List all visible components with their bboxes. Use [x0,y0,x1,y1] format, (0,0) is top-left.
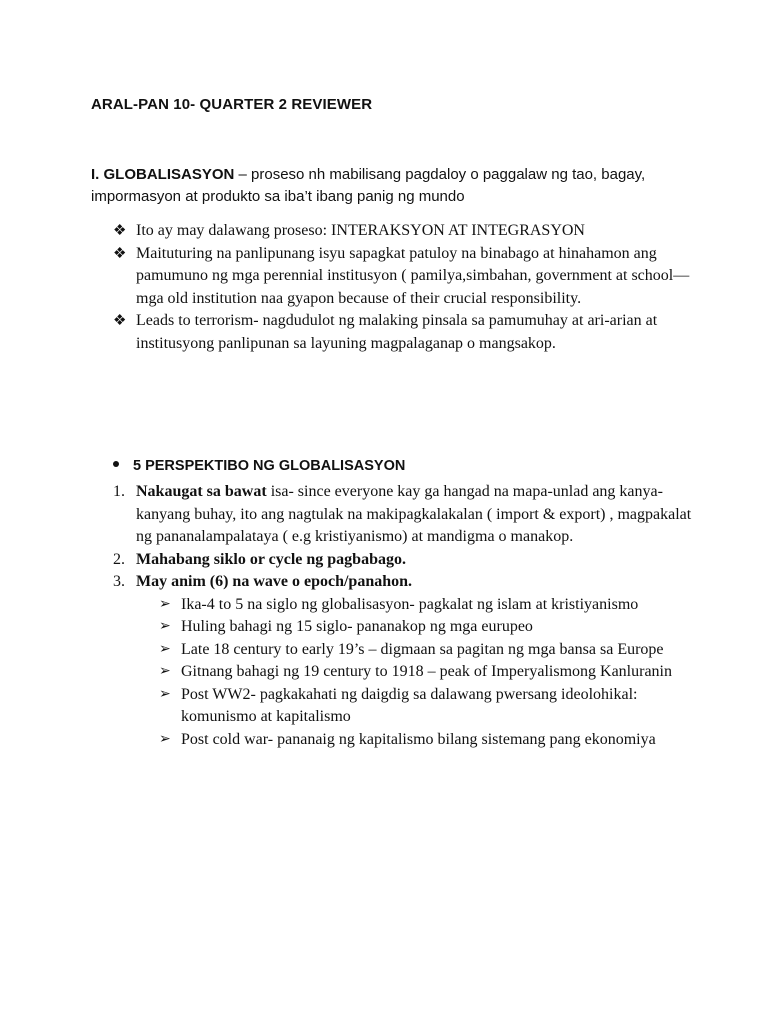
round-bullet-icon [113,461,119,467]
sub-item-text: Huling bahagi ng 15 siglo- pananakop ng mga eurupeo [181,618,533,635]
sub-list-item [159,661,693,684]
numbered-item [113,549,693,572]
diamond-bullet-icon: ❖ [113,245,127,262]
sub-item-text: Late 18 century to early 19’s – digmaan sa pagitan ng mga bansa sa Europe [181,640,664,658]
bullet-text: Maituturing na panlipunang isyu sapagkat patuloy na binabago at hinahamon ang pamumuno ng mga perennial institusyon ( pamilya,simbahan, government at school—mga old institution naa gyapon because of their crucial responsibility. [136,244,690,307]
document-title: ARAL-PAN 10- QUARTER 2 REVIEWER [91,96,373,113]
arrowhead-bullet-icon: ➢ [159,641,171,657]
item-number: 1. [113,483,125,500]
item-bold-text: Mahabang siklo or cycle ng pagbabago. [136,550,406,568]
item-number: 3. [113,573,125,590]
arrowhead-bullet-icon: ➢ [159,686,171,702]
perspektibo-heading-text: 5 PERSPEKTIBO NG GLOBALISASYON [133,458,406,474]
arrowhead-bullet-icon: ➢ [159,596,171,612]
sub-list-item [159,639,693,662]
item-bold-text: May anim (6) na wave o epoch/panahon. [136,573,413,590]
sub-item-text: Ika-4 to 5 na siglo ng globalisasyon- pagkalat ng islam at kristiyanismo [181,595,639,613]
globalisasyon-bullet-list [113,220,693,355]
item-text: isa- since everyone kay ga hangad na mapa-unlad ang kanya-kanyang buhay, ito ang nagtulak na makipagkalakalan ( import & export) , magpakalat ng pananalampalataya ( e.g kristiyanismo) at mandigma o manakop. [136,483,692,545]
item-bold-text: Nakaugat sa bawat [136,483,267,500]
diamond-bullet-icon: ❖ [113,313,127,329]
bullet-text: Ito ay may dalawang proseso: INTERAKSYON AT INTEGRASYON [136,222,585,239]
sub-list-item [159,616,693,639]
perspektibo-numbered-list [113,481,693,751]
sub-item-text: Post cold war- pananaig ng kapitalismo bilang sistemang pang ekonomiya [181,730,656,748]
wave-sub-list [159,594,693,752]
bullet-item [113,310,693,355]
section-heading-term: I. GLOBALISASYON [91,166,235,183]
numbered-item [113,571,693,751]
sub-list-item [159,594,693,617]
sub-item-text: Post WW2- pagkakahati ng daigdig sa dalawang pwersang ideolohikal: komunismo at kapitalismo [181,685,638,725]
sub-list-item [159,684,693,729]
diamond-bullet-icon: ❖ [113,223,127,239]
section-heading-definition: – proseso nh mabilisang pagdaloy o paggalaw ng tao, bagay, impormasyon at produkto sa iba’t ibang panig ng mundo [91,166,646,205]
item-number: 2. [113,550,125,568]
sub-list-item [159,729,693,752]
arrowhead-bullet-icon: ➢ [159,619,171,634]
numbered-item [113,481,693,549]
bullet-item [113,243,693,311]
section-globalisasyon-heading [91,164,691,208]
arrowhead-bullet-icon: ➢ [159,664,171,679]
sub-item-text: Gitnang bahagi ng 19 century to 1918 – peak of Imperyalismong Kanluranin [181,663,672,680]
perspektibo-heading [113,458,405,474]
bullet-item [113,220,693,243]
bullet-text: Leads to terrorism- nagdudulot ng malaking pinsala sa pamumuhay at ari-arian at institusyong panlipunan sa layuning magpalaganap o mangsakop. [136,312,658,352]
arrowhead-bullet-icon: ➢ [159,731,171,747]
